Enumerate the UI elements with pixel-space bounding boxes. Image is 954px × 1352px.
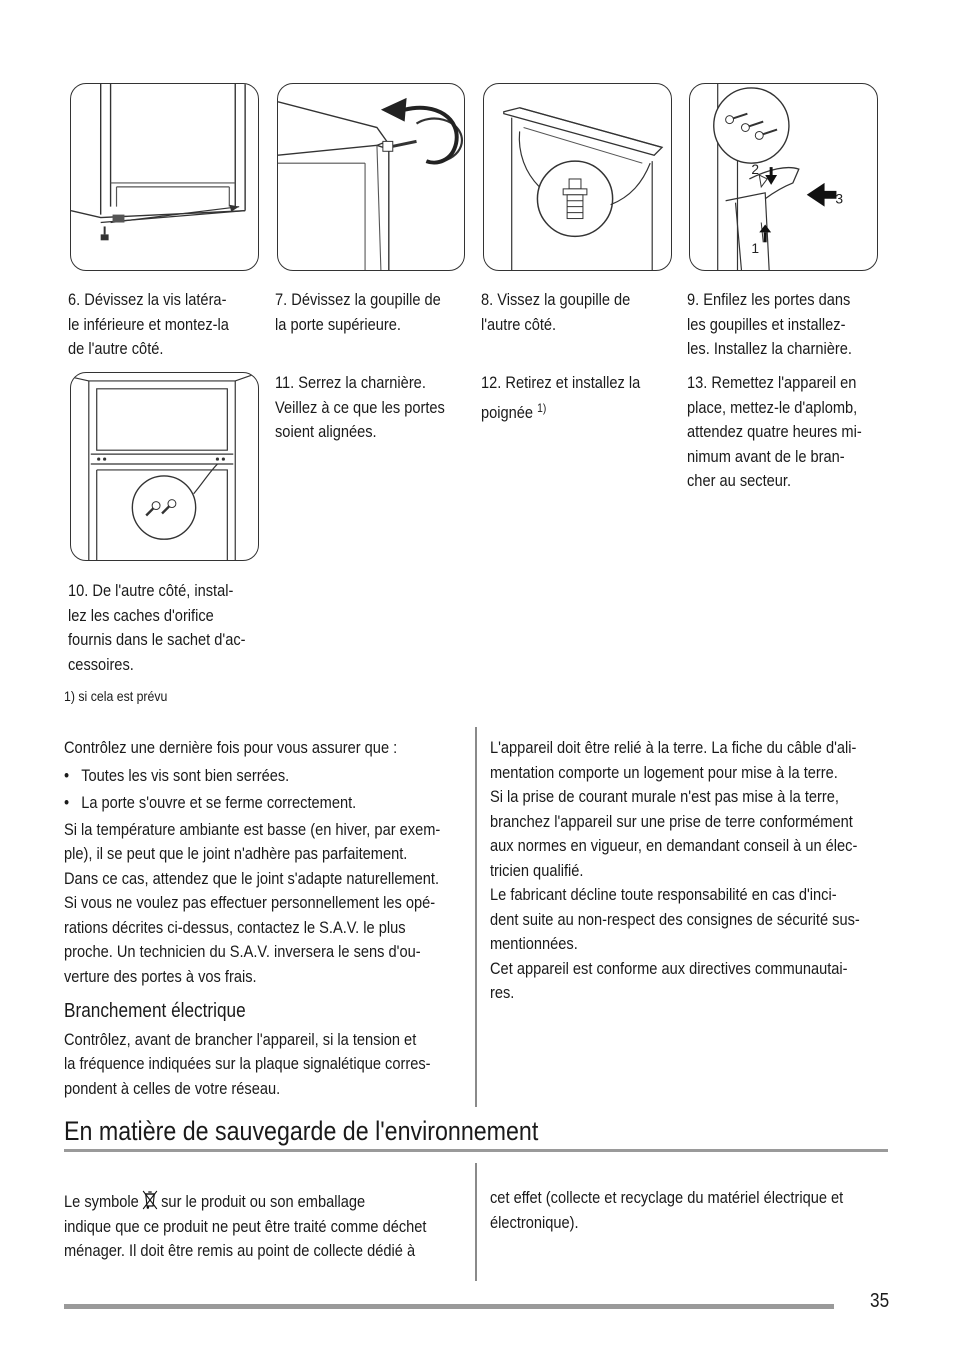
step-11-caption: 11. Serrez la charnière. Veillez à ce que les portes soient alignées. <box>275 373 445 441</box>
hole-caps-illustration <box>71 373 258 560</box>
step-9-caption: 9. Enfilez les portes dans les goupilles et installez- les. Installez la charnière. <box>687 290 852 358</box>
environment-heading: En matière de sauvegarde de l'environnement <box>64 1116 539 1146</box>
recycling-paragraph: cet effet (collecte et recyclage du matériel électrique et électronique). <box>490 1188 844 1232</box>
screw-pin-other-side-illustration <box>484 84 671 270</box>
right-column <box>490 736 890 1006</box>
environment-left <box>64 1190 464 1264</box>
upper-door-pin-illustration <box>278 84 464 270</box>
left-column <box>64 736 464 1101</box>
heading-rule <box>64 1149 888 1152</box>
figure-step-7 <box>277 83 465 271</box>
step-12-text: 12. Retirez et installez la poignée <box>481 373 641 422</box>
step-10-caption: 10. De l'autre côté, instal- lez les caches d'orifice fournis dans le sachet d'ac- cessoires. <box>68 581 246 674</box>
figure-step-6 <box>70 83 259 271</box>
environment-right <box>490 1186 890 1235</box>
bullet-icon: • <box>64 765 70 785</box>
footnote: 1) si cela est prévu <box>64 688 168 704</box>
column-divider <box>475 1163 477 1281</box>
figure-step-8 <box>483 83 672 271</box>
symbol-description: sur le produit ou son emballage indique que ce produit ne peut être traité comme déchet ménager. Il doit être remis au point de collecte dédié à <box>64 1192 427 1260</box>
figure9-label-1: 1 <box>751 240 760 257</box>
crossed-out-wheelie-bin-icon <box>142 1190 157 1210</box>
step-6-caption: 6. Dévissez la vis latéra- le inférieure et montez-la de l'autre côté. <box>68 290 229 358</box>
figure-step-9 <box>689 83 878 271</box>
step-8-caption: 8. Vissez la goupille de l'autre côté. <box>481 290 631 334</box>
voltage-paragraph: Contrôlez, avant de brancher l'appareil, si la tension et la fréquence indiquées sur la plaque signalétique corres- pondent à celles de votre réseau. <box>64 1029 431 1098</box>
step-12-caption <box>481 371 640 425</box>
bullet-icon: • <box>64 793 70 812</box>
earthing-paragraph: L'appareil doit être relié à la terre. La fiche du câble d'ali- mentation comporte un logement pour mise à la terre. Si la prise de courant murale n'est pas mise à la terre, branchez l'appareil sur une prise de terre conformément aux normes en vigueur, en demandant conseil à un élec- tricien qualifié. <box>490 738 858 880</box>
figure9-label-2: 2 <box>751 161 760 178</box>
liability-paragraph: Le fabricant décline toute responsabilité en cas d'inci- dent suite au non-respect des consignes de sécurité sus- mentionnées. <box>490 885 860 953</box>
electrical-connection-heading: Branchement électrique <box>64 1000 246 1022</box>
footer-rule <box>64 1304 834 1309</box>
figure-step-10 <box>70 372 259 561</box>
list-item: • Toutes les vis sont bien serrées. <box>64 764 408 789</box>
page-number: 35 <box>870 1290 890 1312</box>
compliance-paragraph: Cet appareil est conforme aux directives communautai- res. <box>490 958 848 1002</box>
fit-doors-on-pins-illustration <box>690 84 877 270</box>
list-item: • La porte s'ouvre et se ferme correctement. <box>64 791 408 816</box>
column-divider <box>475 727 477 1107</box>
fridge-bottom-hinge-illustration <box>71 84 258 270</box>
step-13-caption: 13. Remettez l'appareil en place, mettez-le d'aplomb, attendez quatre heures mi- nimum avant de le bran- cher au secteur. <box>687 373 862 490</box>
seal-paragraph: Si la température ambiante est basse (en hiver, par exem- ple), il se peut que le joint n'adhère pas parfaitement. Dans ce cas, attendez que le joint s'adapte naturellement. Si vous ne voulez pas effectuer personnellement les opé- rations décrites ci-dessus, contactez le S.A.V. le plus proche. Un technicien du S.A.V. inversera le sens d'ou- verture des portes à vos frais. <box>64 819 441 986</box>
footnote-ref: 1) <box>537 400 547 415</box>
figure9-label-3: 3 <box>835 190 844 207</box>
step-7-caption: 7. Dévissez la goupille de la porte supérieure. <box>275 290 441 334</box>
symbol-intro: Le symbole <box>64 1192 139 1211</box>
final-check-intro: Contrôlez une dernière fois pour vous assurer que : <box>64 738 398 757</box>
